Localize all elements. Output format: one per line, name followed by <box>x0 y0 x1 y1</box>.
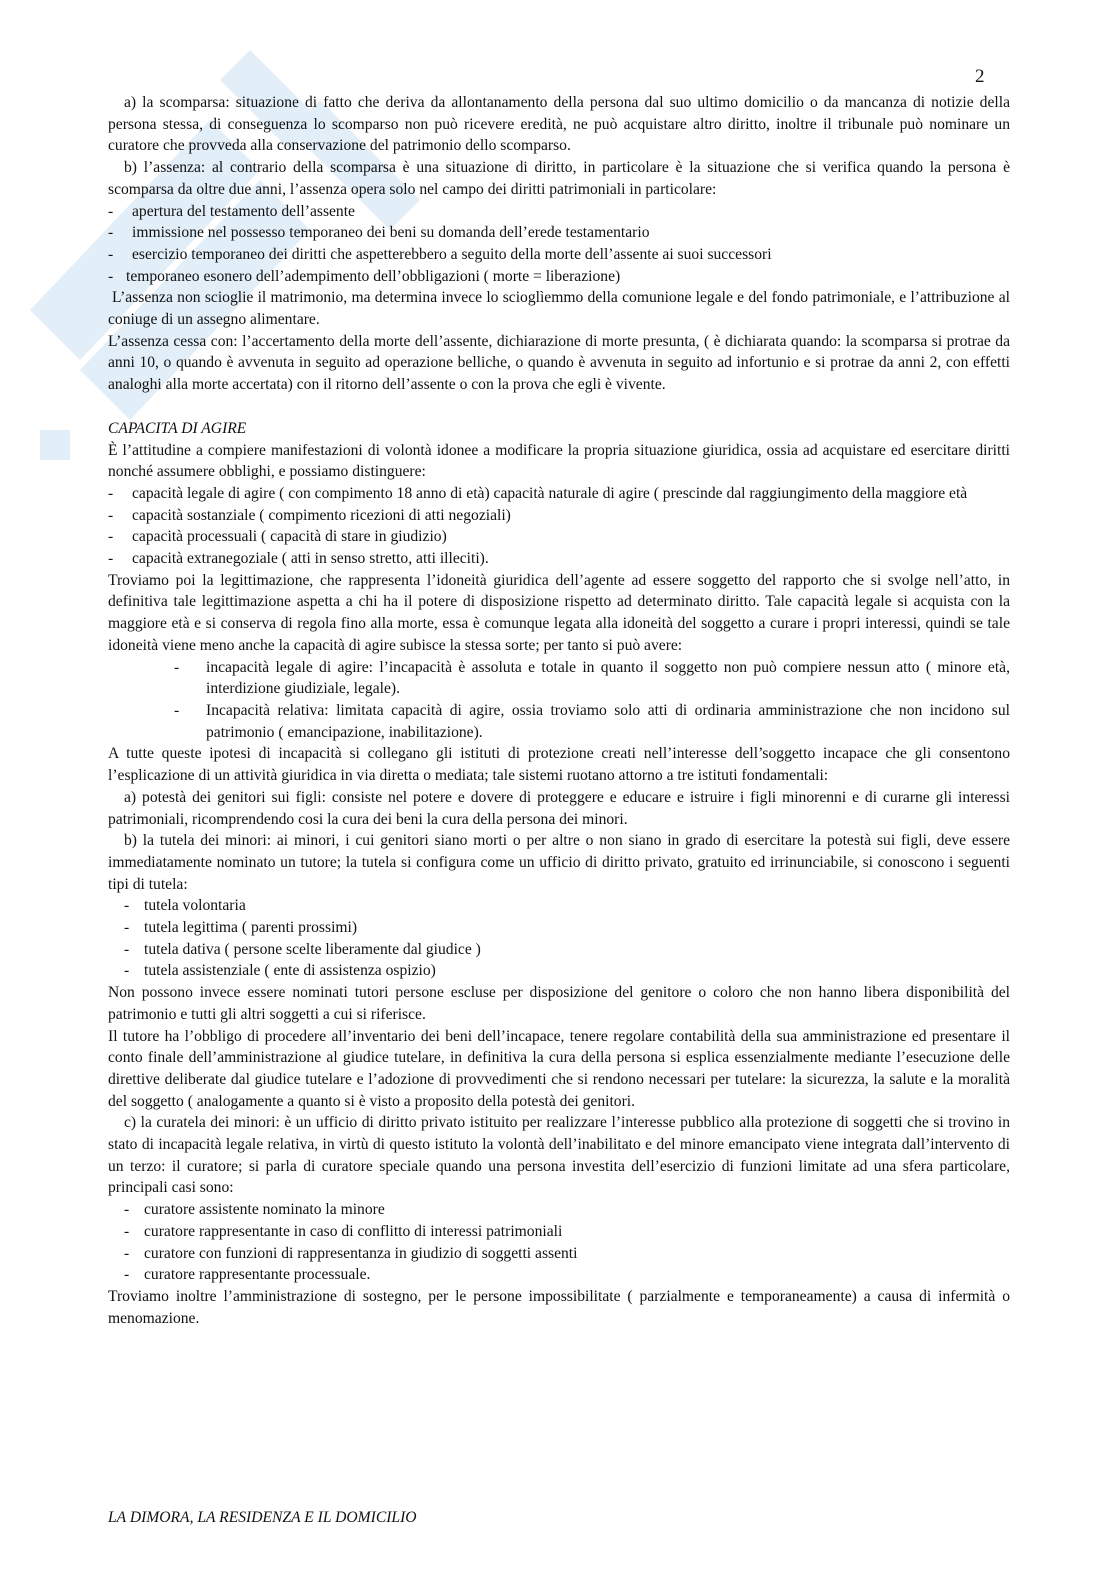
paragraph-cessazione: L’assenza cessa con: l’accertamento della morte dell’assente, dichiarazione di morte presunta, ( è dichiarata quando: la scomparsa si protrae da anni 10, o quando è avvenuta in seguito ad operazione belliche, o quando è avvenuta in seguito ad infortunio e si protrae da anni 2, con effetti analoghi alla morte accertata) con il ritorno dell’assente o con la prova che egli è vivente. <box>108 332 1010 394</box>
capacita-list <box>108 483 1010 570</box>
list-item: - curatore con funzioni di rappresentanza in giudizio di soggetti assenti <box>124 1244 578 1262</box>
list-item: - curatore assistente nominato la minore <box>124 1201 385 1219</box>
list-item: - tutela legittima ( parenti prossimi) <box>124 919 358 937</box>
assenza-effects-list <box>108 201 1010 288</box>
list-item: - tutela dativa ( persone scelte liberamente dal giudice ) <box>124 940 481 958</box>
incapacita-list <box>108 657 1010 744</box>
paragraph-matrimonio: L’assenza non scioglie il matrimonio, ma determina invece lo scioglìemmo della comunione legale e del fondo patrimoniale, e l’attribuzione al coniuge di un assegno alimentare. <box>108 289 1010 329</box>
page-number: 2 <box>975 66 985 87</box>
paragraph-curatela: c) la curatela dei minori: è un ufficio di diritto privato istituito per realizzare l’interesse pubblico alla protezione di soggetti che si trovino in stato di incapacità legale relativa, in virtù di questo istituto la volontà dell’inabilitato e del minore emancipato viene integrata dall’intervento di un terzo: il curatore; si parla di curatore speciale quando una persona investita dell’esercizio di funzioni limitate ad una sfera particolare, principali casi sono: <box>108 1114 1010 1197</box>
list-item: - apertura del testamento dell’assente <box>108 202 355 220</box>
list-item: - incapacità legale di agire: l’incapacità è assoluta e totale in quanto il soggetto non può compiere nessun atto ( minore età, interdizione giudiziale, legale). <box>174 658 1010 698</box>
list-item: - capacità extranegoziale ( atti in senso stretto, atti illeciti). <box>108 550 489 568</box>
paragraph-esclusioni: Non possono invece essere nominati tutori persone escluse per disposizione del genitore o coloro che non hanno libera disponibilità del patrimonio e tutti gli altri soggetti a cui si riferisce. <box>108 984 1010 1023</box>
list-item: - Incapacità relativa: limitata capacità di agire, ossia troviamo solo atti di ordinaria amministrazione che non incidono sul patrimonio ( emancipazione, inabilitazione). <box>174 701 1010 741</box>
paragraph-legittimazione: Troviamo poi la legittimazione, che rappresenta l’idoneità giuridica dell’agente ad essere soggetto del rapporto che si svolge nell’atto, in definitiva tale legittimazione aspetta a chi ha il potere di disposizione rispetto ad determinato diritto. Tale capacità legale si acquista con la maggiore età e si conserva di regola fino alla morte, essa è comunque legata alla idoneità del soggetto a curare i propri interessi, quindi se tale idoneità viene meno anche la capacità di agire subisce la stessa sorte; per tanto si può avere: <box>108 571 1010 654</box>
paragraph-sostegno: Troviamo inoltre l’amministrazione di sostegno, per le persone impossibilitate ( parzialmente e temporaneamente) a causa di infermità o menomazione. <box>108 1287 1010 1327</box>
list-item: - esercizio temporaneo dei diritti che aspetterebbero a seguito della morte dell’assente ai suoi successori <box>108 245 772 263</box>
list-item: - curatore rappresentante processuale. <box>124 1266 371 1284</box>
list-item: - tutela volontaria <box>124 897 246 915</box>
paragraph-obblighi-tutore: Il tutore ha l’obbligo di procedere all’inventario dei beni dell’incapace, tenere regolare contabilità della sua amministrazione ed presentare il conto finale dell’amministrazione al giudice tutelare, in definitiva la cura della persona si esplica essenzialmente mediante l’esecuzione delle direttive deliberate dal giudice tutelare e l’adozione di provvedimenti che si rendono necessari per tutelare: la sicurezza, la salute e la moralità del soggetto ( analogamente a quanto si è visto a proposito della potestà dei genitori. <box>108 1027 1010 1110</box>
list-item: - tutela assistenziale ( ente di assistenza ospizio) <box>124 962 436 980</box>
list-item: - capacità sostanziale ( compimento ricezioni di atti negoziali) <box>108 506 511 524</box>
footer-section-title: LA DIMORA, LA RESIDENZA E IL DOMICILIO <box>108 1509 417 1526</box>
list-item: - capacità processuali ( capacità di stare in giudizio) <box>108 528 447 546</box>
list-item: - curatore rappresentante in caso di conflitto di interessi patrimoniali <box>124 1222 563 1240</box>
paragraph-istituti: A tutte queste ipotesi di incapacità si collegano gli istituti di protezione creati nell’interesse dell’soggetto incapace che gli consentono l’esplicazione di un attività giuridica in via diretta o mediata; tale sistemi ruotano attorno a tre istituti fondamentali: <box>108 745 1010 785</box>
paragraph-tutela: b) la tutela dei minori: ai minori, i cui genitori siano morti o per altre o non siano in grado di esercitare la potestà sui figli, deve essere immediatamente nominato un tutore; la tutela si configura come un ufficio di diritto privato, gratuito ed irrinunciabile, si conoscono i seguenti tipi di tutela: <box>108 832 1010 893</box>
list-item: - temporaneo esonero dell’adempimento dell’obbligazioni ( morte = liberazione) <box>108 267 621 285</box>
paragraph-assenza: b) l’assenza: al contrario della scomparsa è una situazione di diritto, in particolare è la situazione che si verifica quando la persona è scomparsa da oltre due anni, l’assenza opera solo nel campo dei diritti patrimoniali in particolare: <box>108 159 1010 198</box>
list-item: - immissione nel possesso temporaneo dei beni su domanda dell’erede testamentario <box>108 224 650 242</box>
curatore-list <box>108 1199 1010 1286</box>
tutela-types-list <box>108 895 1010 982</box>
paragraph-definizione: È l’attitudine a compiere manifestazioni di volontà idonee a modificare la propria situazione giuridica, ossia ad acquistare ed esercitare diritti nonché assumere obblighi, e possiamo distinguere: <box>108 441 1010 481</box>
paragraph-scomparsa: a) la scomparsa: situazione di fatto che deriva da allontanamento della persona dal suo ultimo domicilio o da mancanza di notizie della persona stessa, di conseguenza lo scomparso non può ricevere eredità, ne può acquistare altro diritto, inoltre il tribunale può nominare un curatore che provveda alla conservazione del patrimonio dello scomparso. <box>108 94 1010 155</box>
document-body <box>108 92 1010 1329</box>
list-item: - capacità legale di agire ( con compimento 18 anno di età) capacità naturale di agire ( prescinde dal raggiungimento della maggiore età <box>108 484 968 502</box>
section-heading: CAPACITA DI AGIRE <box>108 419 247 437</box>
paragraph-potesta: a) potestà dei genitori sui figli: consiste nel potere e dovere di proteggere e educare e istruire i figli minorenni e di curarne gli interessi patrimoniali, ricomprendendo cosi la cura dei beni la cura della persona dei minori. <box>108 788 1010 828</box>
